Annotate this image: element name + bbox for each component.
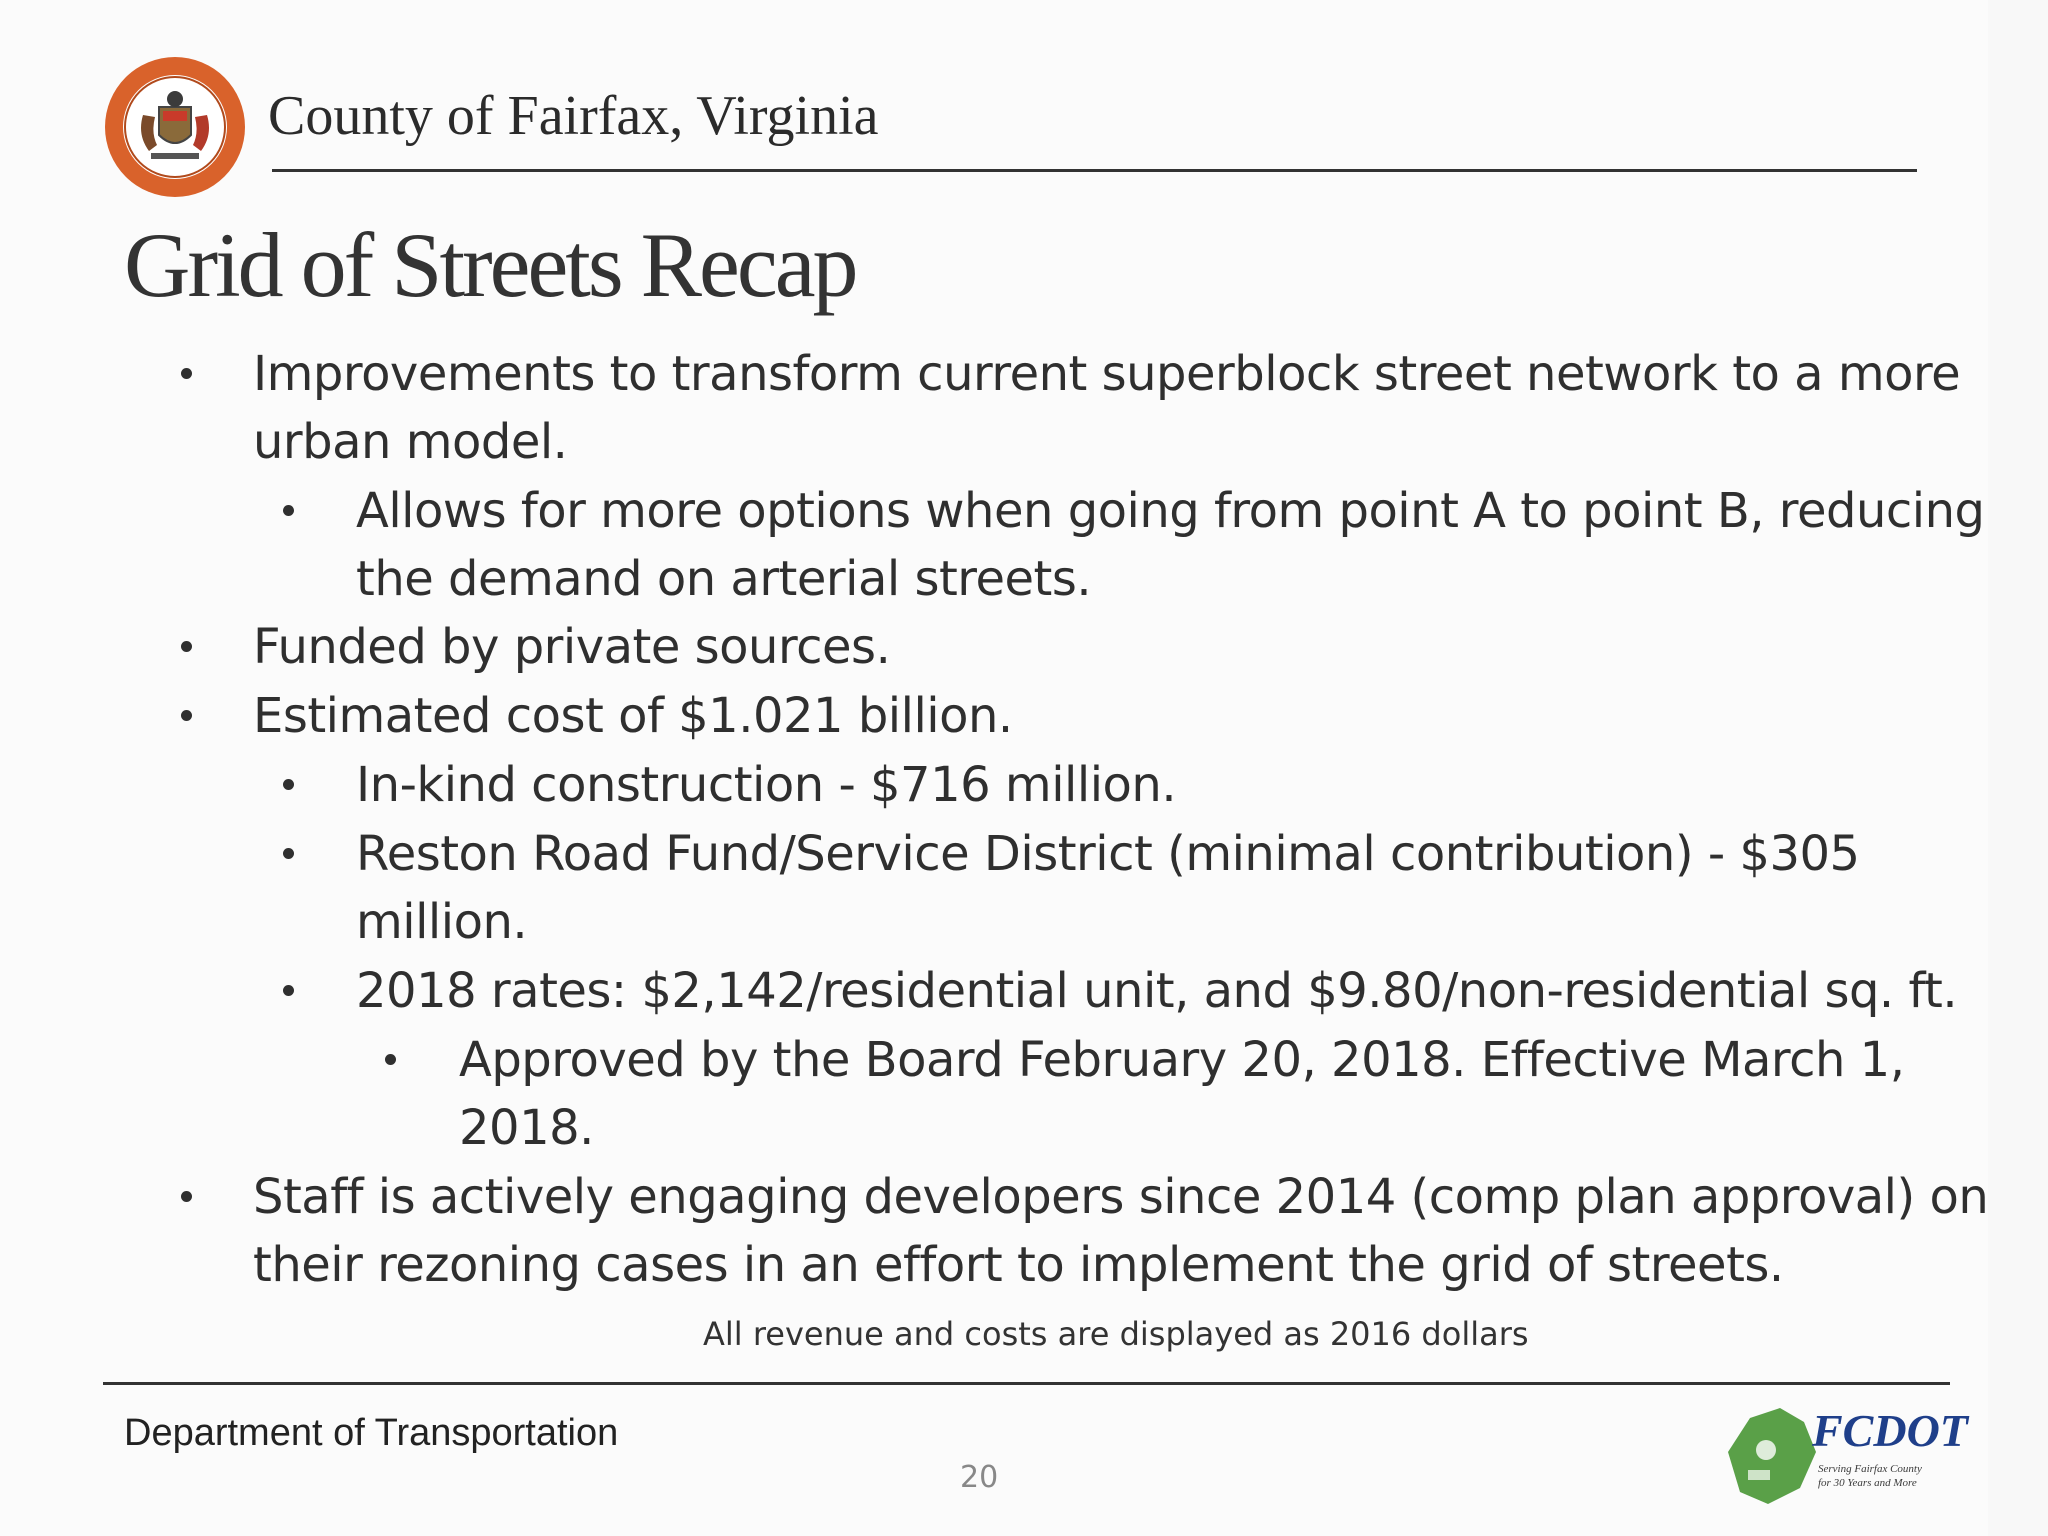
bullet-text: In-kind construction - $716 million. <box>356 757 1177 813</box>
department-name: Department of Transportation <box>124 1412 619 1454</box>
fcdot-tagline-2: for 30 Years and More <box>1818 1477 1917 1489</box>
bullet-dot <box>283 848 294 859</box>
bullet-text: Allows for more options when going from point A to point B, reducing <box>356 483 1985 539</box>
bullet-dot <box>283 505 294 516</box>
bullet-text: million. <box>356 894 528 950</box>
dollars-note: All revenue and costs are displayed as 2016 dollars <box>703 1315 1529 1353</box>
bullet-text: the demand on arterial streets. <box>356 551 1092 607</box>
bullet-text: their rezoning cases in an effort to implement the grid of streets. <box>253 1237 1784 1293</box>
bullet-dot <box>385 1054 396 1065</box>
bullet-text: Approved by the Board February 20, 2018. Effective March 1, <box>459 1032 1905 1088</box>
bullet-dot <box>181 1191 192 1202</box>
county-name: County of Fairfax, Virginia <box>268 85 879 147</box>
bullet-text: Staff is actively engaging developers since 2014 (comp plan approval) on <box>253 1169 1989 1225</box>
county-seal-logo <box>103 55 247 199</box>
bullet-dot <box>283 779 294 790</box>
fcdot-tagline-1: Serving Fairfax County <box>1818 1463 1922 1475</box>
bullet-text: Improvements to transform current superblock street network to a more <box>253 346 1961 402</box>
bullet-text: Funded by private sources. <box>253 619 891 675</box>
bullet-text: 2018. <box>459 1100 594 1156</box>
page-number: 20 <box>960 1460 999 1495</box>
fcdot-logo <box>1720 1400 1968 1510</box>
slide-title: Grid of Streets Recap <box>124 214 856 316</box>
footer-divider <box>103 1382 1950 1385</box>
bullet-text: Estimated cost of $1.021 billion. <box>253 688 1013 744</box>
bullet-dot <box>283 985 294 996</box>
bullet-text: 2018 rates: $2,142/residential unit, and $9.80/non-residential sq. ft. <box>356 963 1958 1019</box>
header-divider <box>272 169 1917 172</box>
bullet-dot <box>181 641 192 652</box>
bullet-text: urban model. <box>253 414 568 470</box>
bullet-text: Reston Road Fund/Service District (minimal contribution) - $305 <box>356 826 1860 882</box>
bullet-dot <box>181 368 192 379</box>
fcdot-wordmark: FCDOT <box>1812 1405 1968 1456</box>
bullet-dot <box>181 710 192 721</box>
